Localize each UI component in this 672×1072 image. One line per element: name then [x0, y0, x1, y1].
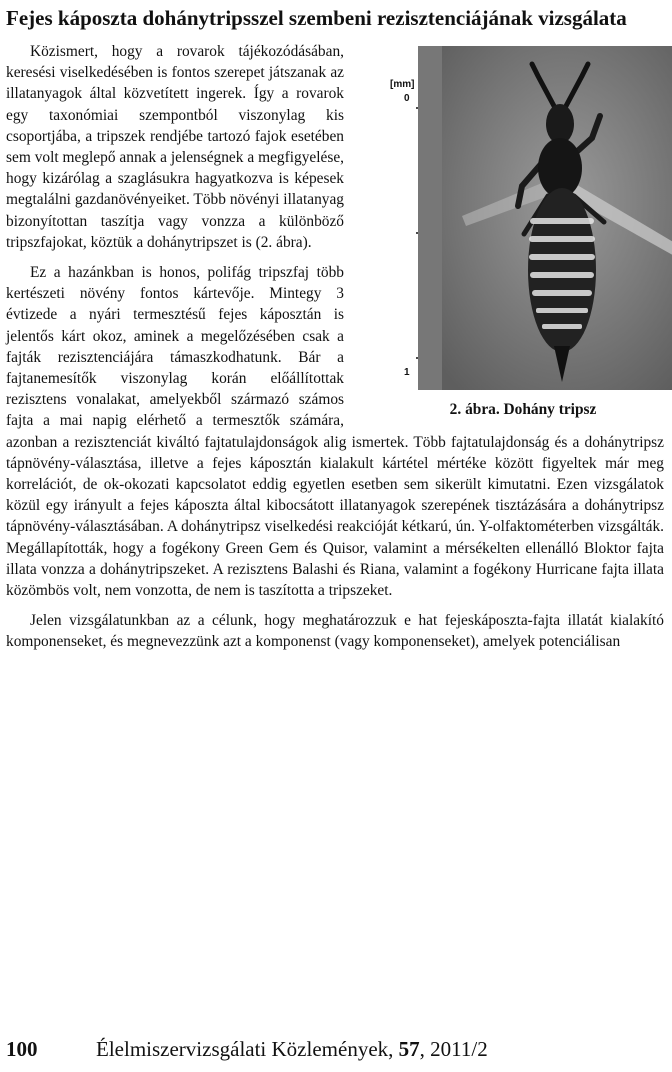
journal-volume: 57 — [398, 1037, 420, 1061]
paragraph-aim: Jelen vizsgálatunkban az a célunk, hogy meghatározzuk e hat fejeskáposzta-fajta illatát kialakító komponenseket, és megnevezzünk azt a komponenst (vagy komponenseket), amelyek potenciálisan — [6, 612, 664, 651]
article-title: Fejes káposzta dohánytripsszel szembeni rezisztenciájának vizsgálata — [6, 6, 627, 30]
ruler-start-label: 0 — [404, 93, 410, 104]
ruler-unit-label: [mm] — [390, 79, 415, 90]
ruler-end-label: 1 — [404, 367, 410, 378]
journal-name: Élelmiszervizsgálati Közlemények, — [96, 1037, 399, 1061]
page-footer — [6, 1036, 664, 1062]
figure-image-area — [358, 46, 664, 390]
journal-issue: , 2011/2 — [419, 1037, 488, 1061]
scale-ruler — [358, 46, 418, 390]
thrips-photo — [418, 46, 664, 390]
paragraph-intro — [6, 41, 664, 418]
paragraph-intro-text: Közismert, hogy a rovarok tájékozódásában, keresési viselkedésében is fontos szerepet játszanak az illatanyagok által közvetített ingerek. Így a rovarok egy taxonómiai szempontból viszonylag kis csoportjába, a tripszek rendjébe tartozó fajok esetében sem volt meglepő annak a jelenségnek a megfigyelése, hogy kizárólag a szaglásukra hagyatkozva is képesek megtalálni gazdanövényeiket. Több növényi illatanyag bizonyítottan taszítja vagy vonzza a különböző tripszfajokat, köztük a dohánytripszet is (2. ábra). — [6, 43, 344, 251]
article-page — [6, 6, 664, 653]
page-number: 100 — [6, 1037, 38, 1061]
thrips-icon — [442, 46, 672, 390]
figure-caption: 2. ábra. Dohány tripsz — [449, 401, 597, 418]
paragraph-body: Ez a hazánkban is honos, polifág tripszfaj több kertészeti növény fontos kártevője. Mintegy 3 évtizede a nyári termesztésű fejes káposztán is jelentős kárt okoz, aminek a megelőzésében csak a fajták rezisztenciájára támaszkodhatunk. Bár a fajtanemesítők viszonylag korán előállítottak rezisztens vonalakat, amelyekből származó számos fajta a mai napig elérhető a termesztők számára, azonban a rezisztenciát kiváltó fajtatulajdonságok alig ismertek. Több fajtatulajdonság és a dohánytripsz tápnövény-választása, illetve a fejes káposztán kialakult kártétel mértéke között figyeltek már meg korrelációt, de ok-okozati kapcsolatot eddig egyetlen esetben sem sikerült kimutatni. Ezen vizsgálatok közül egy irányult a fejes káposzta által kibocsátott illatanyagok szerepének tisztázására a dohánytripsz tápnövény-választásában. A dohánytripsz viselkedési reakcióját kétkarú, ún. Y-olfaktométerben vizsgálták. Megállapították, hogy a fogékony Green Gem és Quisor, valamint a mérsékelten ellenálló Bloktor fajta illata vonzza a dohánytripszeket. A rezisztens Balashi és Riana, valamint a fogékony Hurricane fajta illata közömbös volt, nem vonzotta, de nem is taszította a tripszeket. — [6, 264, 664, 600]
figure — [358, 46, 664, 420]
